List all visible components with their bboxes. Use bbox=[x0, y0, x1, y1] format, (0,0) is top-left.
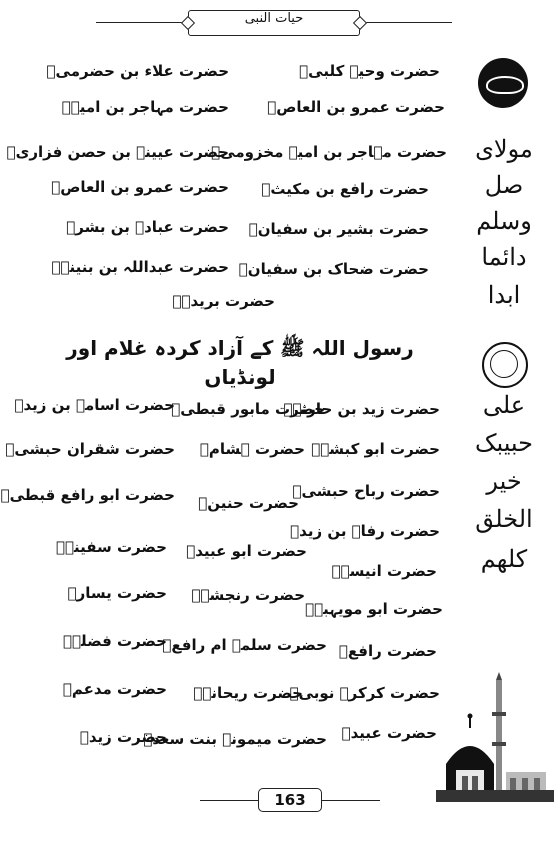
name-entry: حضرت عمرو بن العاصؓ bbox=[267, 98, 445, 116]
name-entry: حضرت رافعؓ bbox=[338, 642, 437, 660]
name-entry: حضرت کرکرہ نوبیؓ bbox=[289, 684, 440, 702]
calligraphy-word: علی bbox=[482, 391, 526, 419]
calligraphy-word: خیر bbox=[486, 467, 522, 495]
name-entry: حضرت فضلہؓ bbox=[63, 632, 167, 650]
calligraphy-word: حبیبک bbox=[474, 429, 534, 457]
name-entry: حضرت ہشامؓ bbox=[199, 440, 305, 458]
calligraphy-word: مولای bbox=[475, 135, 533, 163]
name-entry: حضرت حنینؓ bbox=[198, 494, 299, 512]
name-entry: حضرت عبداللہ بن بنینہؓ bbox=[51, 258, 229, 276]
name-entry: حضرت مابور قبطیؓ bbox=[171, 400, 325, 418]
page-number: 163 bbox=[274, 791, 306, 809]
name-entry: حضرت رافع بن مکیثؓ bbox=[261, 180, 429, 198]
medallion-icon bbox=[482, 342, 528, 388]
name-entry: حضرت علاء بن حضرمیؓ bbox=[46, 62, 229, 80]
name-entry: حضرت بشیر بن سفیانؓ bbox=[248, 220, 429, 238]
name-entry: حضرت انیسہؓ bbox=[331, 562, 437, 580]
name-entry: حضرت یسارؓ bbox=[67, 584, 167, 602]
name-entry: حضرت ابو رافع قبطیؓ bbox=[0, 486, 175, 504]
name-entry: حضرت رنجشہؓ bbox=[191, 586, 305, 604]
name-entry: حضرت مہاجر بن امیہ مخزومیؓ bbox=[211, 143, 447, 161]
name-entry: حضرت سلمہ ام رافعؓ bbox=[162, 636, 327, 654]
name-entry: حضرت عیینہ بن حصن فزاریؓ bbox=[6, 143, 229, 161]
name-entry: حضرت زید بن حارثہؓ bbox=[283, 400, 440, 418]
name-entry: حضرت میمونہ بنت سعدؓ bbox=[143, 730, 327, 748]
side-calligraphy bbox=[462, 132, 546, 592]
section-heading: رسول اللہ ﷺ کے آزاد کردہ غلام اور لونڈیاں bbox=[66, 336, 414, 389]
name-entry: حضرت عبیدؓ bbox=[341, 724, 437, 742]
name-entry: حضرت سفینہؓ bbox=[55, 538, 167, 556]
page-number-badge bbox=[200, 786, 380, 814]
name-entry: حضرت ابو کبشہؓ bbox=[311, 440, 440, 458]
calligraphy-word: دائما bbox=[481, 243, 527, 271]
calligraphy-word: وسلم bbox=[476, 207, 532, 235]
name-entry: حضرت ابو عبیدؓ bbox=[186, 542, 307, 560]
name-entry: حضرت رباح حبشیؓ bbox=[292, 482, 440, 500]
calligraphy-word: الخلق bbox=[475, 505, 533, 533]
page-header-banner bbox=[96, 8, 452, 38]
name-entry: حضرت مدعمؓ bbox=[62, 680, 167, 698]
name-entry: حضرت عمرو بن العاصؓ bbox=[51, 178, 229, 196]
name-entry: حضرت اسامہ بن زیدؓ bbox=[14, 396, 175, 414]
name-entry: حضرت زیدؓ bbox=[79, 728, 167, 746]
name-entry: حضرت وحیہ کلبیؓ bbox=[299, 62, 440, 80]
name-entry: حضرت ابو مویہبہؓ bbox=[305, 600, 443, 618]
seal-emblem-icon bbox=[478, 58, 528, 108]
name-entry: حضرت مہاجر بن امیہؓ bbox=[61, 98, 229, 116]
name-entry-center: حضرت بریدہؓ bbox=[172, 292, 275, 310]
header-title: حیات النبی bbox=[244, 11, 304, 26]
mosque-icon bbox=[436, 672, 554, 802]
name-entry: حضرت رفاہ بن زیدؓ bbox=[290, 522, 440, 540]
name-entry: حضرت شقران حبشیؓ bbox=[5, 440, 175, 458]
name-entry: حضرت ریحانہؓ bbox=[193, 684, 303, 702]
calligraphy-word: ابدا bbox=[487, 281, 521, 309]
name-entry: حضرت عبادہ بن بشرؓ bbox=[66, 218, 229, 236]
calligraphy-word: کلھم bbox=[480, 545, 528, 573]
calligraphy-word: صل bbox=[484, 171, 524, 199]
name-entry: حضرت ضحاک بن سفیانؓ bbox=[238, 260, 429, 278]
